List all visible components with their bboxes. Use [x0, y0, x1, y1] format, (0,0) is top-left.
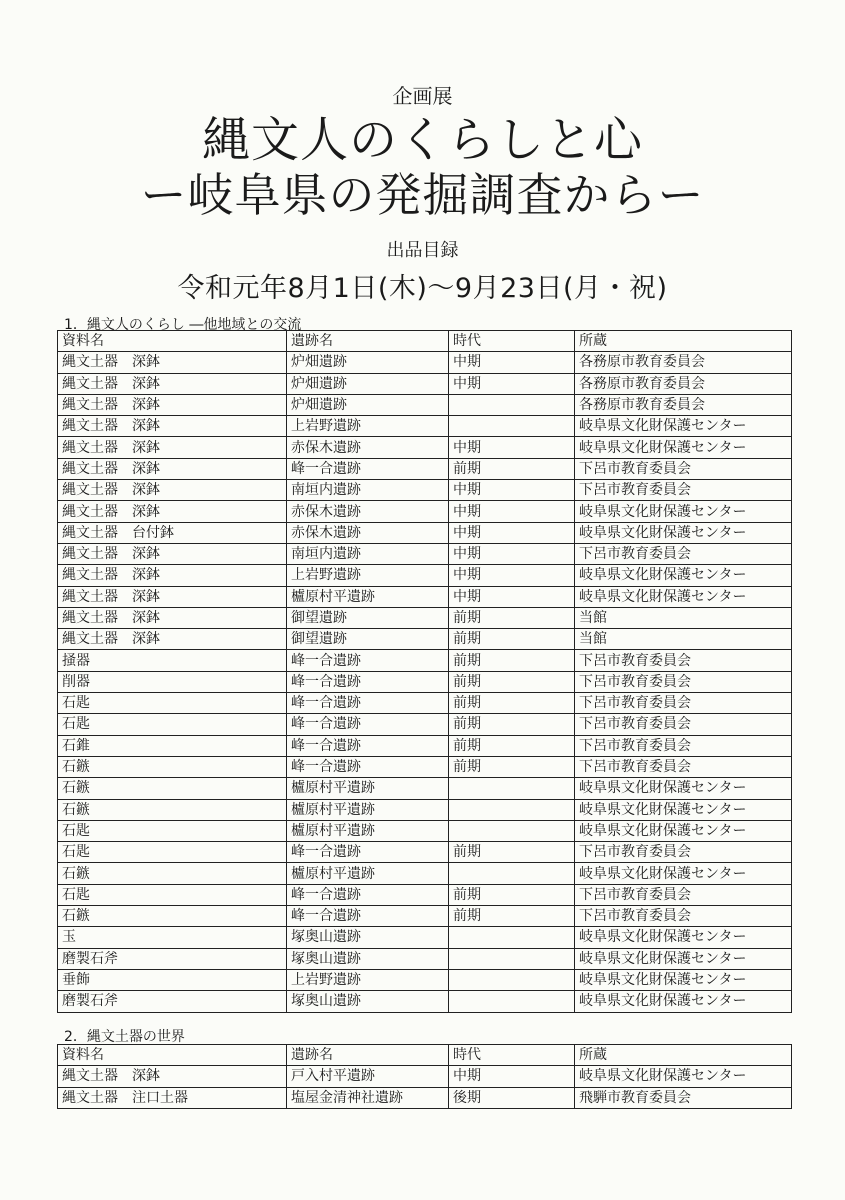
cell-site-name: 赤保木遺跡	[287, 522, 449, 543]
table-row	[58, 735, 792, 756]
cell-owner: 岐阜県文化財保護センター	[575, 927, 792, 948]
table-row	[58, 458, 792, 479]
exhibition-subtitle: ー岐阜県の発掘調査からー	[140, 168, 705, 222]
column-header-site-name: 遺跡名	[287, 331, 449, 352]
cell-owner: 岐阜県文化財保護センター	[575, 969, 792, 990]
table-row	[58, 820, 792, 841]
cell-item-name: 縄文土器 深鉢	[58, 480, 287, 501]
table-row	[58, 543, 792, 564]
cell-item-name: 石鏃	[58, 756, 287, 777]
cell-item-name: 縄文土器 深鉢	[58, 416, 287, 437]
cell-site-name: 峰一合遺跡	[287, 458, 449, 479]
cell-owner: 飛騨市教育委員会	[575, 1087, 792, 1108]
cell-period: 前期	[449, 650, 575, 671]
table-row	[58, 863, 792, 884]
table-row	[58, 650, 792, 671]
cell-owner: 岐阜県文化財保護センター	[575, 863, 792, 884]
cell-period: 中期	[449, 565, 575, 586]
cell-item-name: 縄文土器 台付鉢	[58, 522, 287, 543]
section-1-table	[57, 330, 792, 1013]
cell-site-name: 塩屋金清神社遺跡	[287, 1087, 449, 1108]
cell-site-name: 峰一合遺跡	[287, 735, 449, 756]
cell-item-name: 縄文土器 深鉢	[58, 373, 287, 394]
cell-site-name: 峰一合遺跡	[287, 650, 449, 671]
cell-site-name: 炉畑遺跡	[287, 394, 449, 415]
cell-item-name: 縄文土器 深鉢	[58, 565, 287, 586]
section-1-title: 1．縄文人のくらし ―他地域との交流	[64, 317, 302, 333]
table-row	[58, 352, 792, 373]
cell-site-name: 南垣内遺跡	[287, 543, 449, 564]
cell-period: 前期	[449, 629, 575, 650]
column-header-period: 時代	[449, 1045, 575, 1066]
table-row	[58, 948, 792, 969]
cell-site-name: 戸入村平遺跡	[287, 1066, 449, 1087]
table-row	[58, 906, 792, 927]
cell-item-name: 縄文土器 深鉢	[58, 501, 287, 522]
cell-period: 中期	[449, 586, 575, 607]
cell-site-name: 峰一合遺跡	[287, 714, 449, 735]
cell-owner: 下呂市教育委員会	[575, 543, 792, 564]
cell-owner: 当館	[575, 607, 792, 628]
cell-owner: 岐阜県文化財保護センター	[575, 778, 792, 799]
cell-period	[449, 991, 575, 1012]
cell-owner: 岐阜県文化財保護センター	[575, 565, 792, 586]
cell-period: 中期	[449, 543, 575, 564]
cell-period	[449, 416, 575, 437]
cell-owner: 各務原市教育委員会	[575, 352, 792, 373]
cell-owner: 当館	[575, 629, 792, 650]
cell-period: 後期	[449, 1087, 575, 1108]
cell-item-name: 磨製石斧	[58, 948, 287, 969]
cell-period: 前期	[449, 693, 575, 714]
cell-owner: 岐阜県文化財保護センター	[575, 522, 792, 543]
cell-item-name: 削器	[58, 671, 287, 692]
table-row	[58, 565, 792, 586]
cell-item-name: 垂飾	[58, 969, 287, 990]
cell-item-name: 縄文土器 深鉢	[58, 458, 287, 479]
cell-item-name: 石鏃	[58, 906, 287, 927]
cell-item-name: 磨製石斧	[58, 991, 287, 1012]
table-row	[58, 1087, 792, 1108]
cell-owner: 下呂市教育委員会	[575, 693, 792, 714]
cell-period: 中期	[449, 437, 575, 458]
table-row	[58, 501, 792, 522]
cell-period: 中期	[449, 522, 575, 543]
cell-site-name: 赤保木遺跡	[287, 437, 449, 458]
cell-period: 前期	[449, 671, 575, 692]
cell-item-name: 縄文土器 深鉢	[58, 586, 287, 607]
cell-item-name: 石匙	[58, 714, 287, 735]
exhibition-dates: 令和元年8月1日(木)～9月23日(月・祝)	[177, 273, 668, 304]
cell-owner: 下呂市教育委員会	[575, 884, 792, 905]
table-row	[58, 842, 792, 863]
cell-item-name: 縄文土器 深鉢	[58, 394, 287, 415]
table-row	[58, 799, 792, 820]
cell-owner: 岐阜県文化財保護センター	[575, 991, 792, 1012]
column-header-owner: 所蔵	[575, 1045, 792, 1066]
cell-period: 中期	[449, 501, 575, 522]
cell-period	[449, 969, 575, 990]
cell-item-name: 縄文土器 深鉢	[58, 437, 287, 458]
cell-period: 前期	[449, 884, 575, 905]
table-row	[58, 884, 792, 905]
cell-period: 中期	[449, 1066, 575, 1087]
cell-period: 中期	[449, 352, 575, 373]
table-row	[58, 437, 792, 458]
cell-site-name: 上岩野遺跡	[287, 969, 449, 990]
cell-item-name: 縄文土器 深鉢	[58, 1066, 287, 1087]
exhibition-title: 縄文人のくらしと心	[201, 112, 643, 168]
cell-site-name: 峰一合遺跡	[287, 693, 449, 714]
table-row	[58, 991, 792, 1012]
cell-site-name: 櫨原村平遺跡	[287, 820, 449, 841]
cell-item-name: 縄文土器 深鉢	[58, 607, 287, 628]
table-header-row	[58, 1045, 792, 1066]
cell-period: 前期	[449, 756, 575, 777]
column-header-owner: 所蔵	[575, 331, 792, 352]
cell-period: 前期	[449, 735, 575, 756]
cell-item-name: 縄文土器 深鉢	[58, 352, 287, 373]
table-row	[58, 586, 792, 607]
cell-period: 中期	[449, 373, 575, 394]
cell-owner: 各務原市教育委員会	[575, 394, 792, 415]
table-row	[58, 756, 792, 777]
cell-site-name: 塚奥山遺跡	[287, 948, 449, 969]
section-2-table	[57, 1044, 792, 1109]
cell-owner: 下呂市教育委員会	[575, 756, 792, 777]
cell-item-name: 縄文土器 深鉢	[58, 629, 287, 650]
cell-site-name: 上岩野遺跡	[287, 565, 449, 586]
cell-owner: 下呂市教育委員会	[575, 458, 792, 479]
cell-owner: 下呂市教育委員会	[575, 842, 792, 863]
cell-item-name: 石鏃	[58, 799, 287, 820]
cell-owner: 下呂市教育委員会	[575, 906, 792, 927]
cell-site-name: 櫨原村平遺跡	[287, 778, 449, 799]
cell-site-name: 塚奥山遺跡	[287, 991, 449, 1012]
column-header-item-name: 資料名	[58, 331, 287, 352]
cell-owner: 岐阜県文化財保護センター	[575, 416, 792, 437]
cell-owner: 岐阜県文化財保護センター	[575, 501, 792, 522]
table-row	[58, 927, 792, 948]
cell-item-name: 石錐	[58, 735, 287, 756]
cell-site-name: 櫨原村平遺跡	[287, 799, 449, 820]
cell-period	[449, 820, 575, 841]
cell-site-name: 御望遺跡	[287, 629, 449, 650]
table-row	[58, 416, 792, 437]
section-2-title: 2．縄文土器の世界	[64, 1029, 185, 1045]
table-row	[58, 671, 792, 692]
cell-item-name: 掻器	[58, 650, 287, 671]
cell-owner: 下呂市教育委員会	[575, 735, 792, 756]
cell-period: 前期	[449, 714, 575, 735]
cell-item-name: 玉	[58, 927, 287, 948]
cell-period: 前期	[449, 458, 575, 479]
cell-period: 前期	[449, 607, 575, 628]
cell-item-name: 石鏃	[58, 778, 287, 799]
cell-site-name: 峰一合遺跡	[287, 884, 449, 905]
table-row	[58, 607, 792, 628]
table-row	[58, 480, 792, 501]
table-row	[58, 969, 792, 990]
cell-item-name: 縄文土器 深鉢	[58, 543, 287, 564]
cell-owner: 岐阜県文化財保護センター	[575, 948, 792, 969]
column-header-period: 時代	[449, 331, 575, 352]
cell-site-name: 炉畑遺跡	[287, 373, 449, 394]
cell-owner: 岐阜県文化財保護センター	[575, 586, 792, 607]
cell-owner: 岐阜県文化財保護センター	[575, 437, 792, 458]
cell-owner: 岐阜県文化財保護センター	[575, 1066, 792, 1087]
cell-site-name: 峰一合遺跡	[287, 756, 449, 777]
cell-period	[449, 394, 575, 415]
cell-site-name: 御望遺跡	[287, 607, 449, 628]
catalog-label: 出品目録	[386, 240, 459, 261]
cell-period: 中期	[449, 480, 575, 501]
cell-period	[449, 863, 575, 884]
cell-site-name: 炉畑遺跡	[287, 352, 449, 373]
cell-owner: 岐阜県文化財保護センター	[575, 820, 792, 841]
cell-site-name: 上岩野遺跡	[287, 416, 449, 437]
cell-item-name: 縄文土器 注口土器	[58, 1087, 287, 1108]
column-header-item-name: 資料名	[58, 1045, 287, 1066]
cell-item-name: 石匙	[58, 842, 287, 863]
cell-site-name: 峰一合遺跡	[287, 671, 449, 692]
cell-owner: 下呂市教育委員会	[575, 650, 792, 671]
table-row	[58, 693, 792, 714]
cell-owner: 下呂市教育委員会	[575, 480, 792, 501]
cell-site-name: 峰一合遺跡	[287, 842, 449, 863]
cell-site-name: 櫨原村平遺跡	[287, 863, 449, 884]
table-row	[58, 1066, 792, 1087]
table-row	[58, 714, 792, 735]
cell-period	[449, 948, 575, 969]
table-header-row	[58, 331, 792, 352]
cell-site-name: 峰一合遺跡	[287, 906, 449, 927]
cell-period	[449, 799, 575, 820]
cell-period	[449, 927, 575, 948]
cell-period	[449, 778, 575, 799]
cell-item-name: 石匙	[58, 820, 287, 841]
cell-item-name: 石匙	[58, 693, 287, 714]
exhibition-label: 企画展	[392, 84, 453, 108]
table-row	[58, 629, 792, 650]
cell-period: 前期	[449, 842, 575, 863]
table-row	[58, 373, 792, 394]
table-row	[58, 394, 792, 415]
cell-owner: 下呂市教育委員会	[575, 714, 792, 735]
cell-period: 前期	[449, 906, 575, 927]
cell-item-name: 石匙	[58, 884, 287, 905]
cell-site-name: 赤保木遺跡	[287, 501, 449, 522]
cell-owner: 岐阜県文化財保護センター	[575, 799, 792, 820]
column-header-site-name: 遺跡名	[287, 1045, 449, 1066]
cell-owner: 下呂市教育委員会	[575, 671, 792, 692]
cell-item-name: 石鏃	[58, 863, 287, 884]
cell-site-name: 南垣内遺跡	[287, 480, 449, 501]
cell-site-name: 櫨原村平遺跡	[287, 586, 449, 607]
cell-owner: 各務原市教育委員会	[575, 373, 792, 394]
table-row	[58, 778, 792, 799]
cell-site-name: 塚奥山遺跡	[287, 927, 449, 948]
table-row	[58, 522, 792, 543]
